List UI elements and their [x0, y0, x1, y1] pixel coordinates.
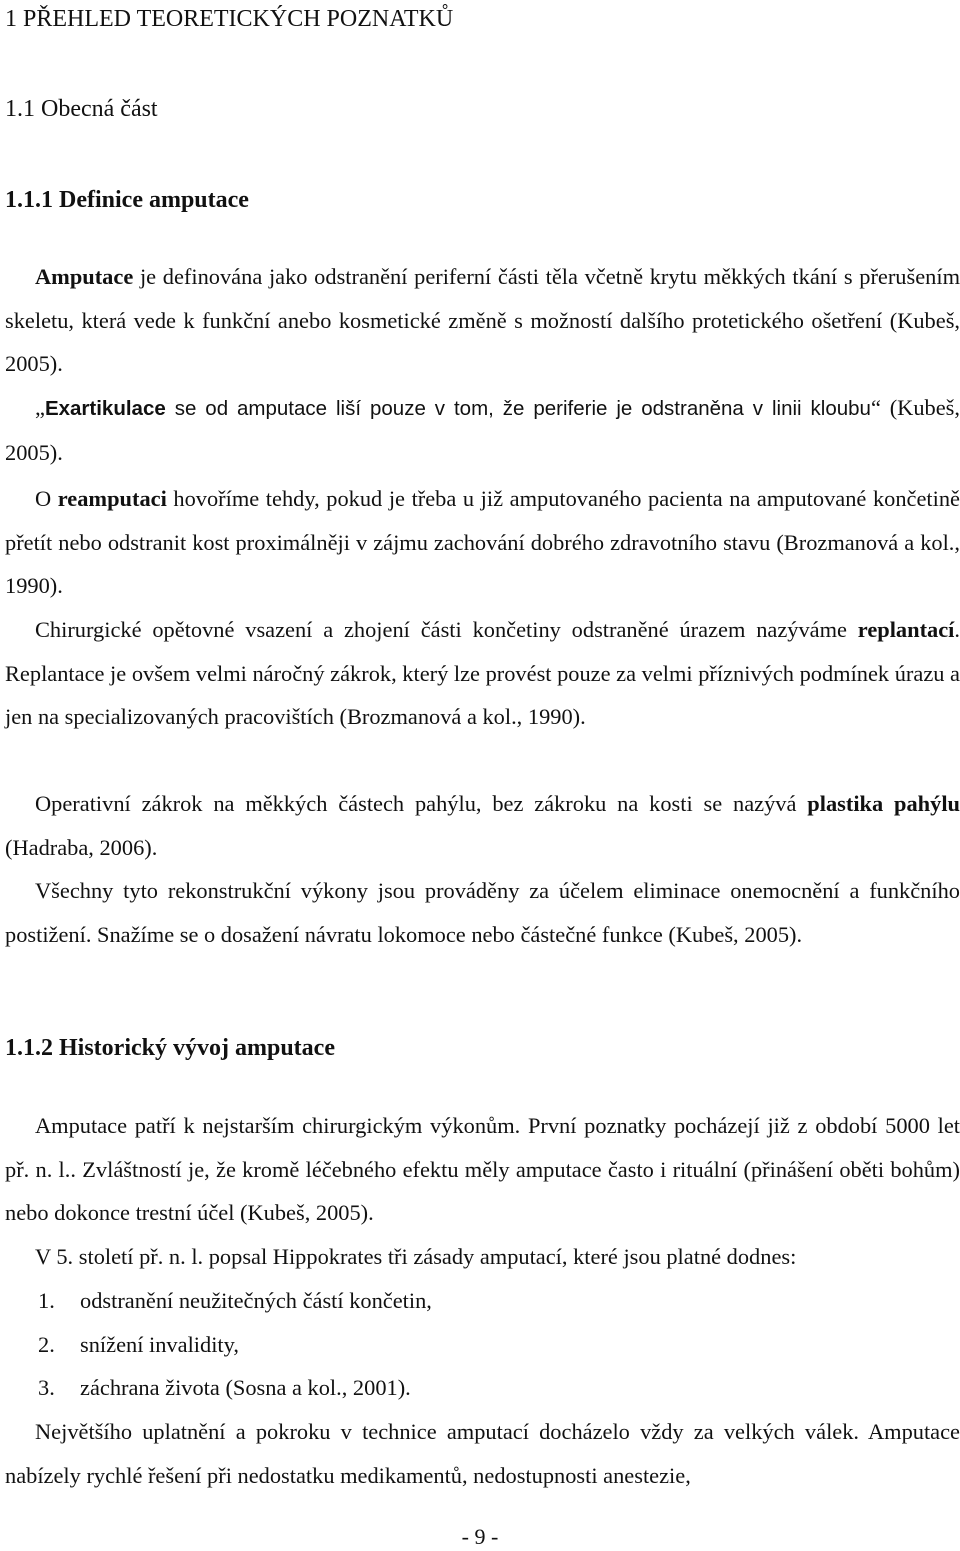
- term-amputace: Amputace: [35, 264, 134, 289]
- term-reamputace: reamputaci: [57, 486, 167, 511]
- list-item-number: 3.: [38, 1375, 55, 1401]
- section-heading: 1.1 Obecná část: [5, 96, 158, 122]
- subsection-heading-definition: 1.1.1 Definice amputace: [5, 187, 249, 213]
- paragraph-replantace-pre: Chirurgické opětovné vsazení a zhojení části končetiny odstraněné úrazem nazýváme: [35, 617, 858, 642]
- paragraph-plastika-text: (Hadraba, 2006).: [5, 834, 158, 860]
- paragraph-war-progress: Největšího uplatnění a pokroku v technice amputací docházelo vždy za velkých válek. Amputace nabízely rychlé řešení při nedostatku medikamentů, nedostupnosti anestezie,: [5, 1419, 960, 1488]
- list-item-text: snížení invalidity,: [80, 1331, 239, 1357]
- paragraph-reamputace-text: hovoříme tehdy, pokud je třeba u již amputovaného pacienta na amputované končetině přetít nebo odstranit kost proximálněji v zájmu zachování dobrého zdravotního stavu (Brozmanová a kol., 1990).: [5, 486, 960, 599]
- list-item-number: 2.: [38, 1331, 55, 1357]
- paragraph-plastika-pre: Operativní zákrok na měkkých částech pahýlu, bez zákroku na kosti se nazývá: [35, 791, 808, 816]
- paragraph-replantace: [5, 608, 960, 739]
- paragraph-exartikulace-text: se od amputace liší pouze v tom, že periferie je odstraněna v linii kloubu: [165, 397, 871, 420]
- paragraph-exartikulace: [5, 386, 960, 474]
- quote-close: “: [870, 395, 881, 420]
- paragraph-reamputace: [5, 477, 960, 608]
- term-replantace: replantací: [857, 617, 955, 642]
- paragraph-hippokrates: V 5. století př. n. l. popsal Hippokrates tři zásady amputací, které jsou platné dodnes:: [35, 1244, 797, 1269]
- chapter-heading: 1 PŘEHLED TEORETICKÝCH POZNATKŮ: [5, 6, 454, 32]
- subsection-heading-history: 1.1.2 Historický vývoj amputace: [5, 1035, 335, 1061]
- paragraph-replantace-text: . Replantace je ovšem velmi náročný zákrok, který lze provést pouze za velmi příznivých podmínek úrazu a jen na specializovaných pracovištích (Brozmanová a kol., 1990).: [5, 617, 960, 730]
- paragraph-amputace: [5, 255, 960, 386]
- quote-open: „: [35, 395, 45, 420]
- term-plastika-pahylu: plastika pahýlu: [807, 791, 960, 816]
- term-exartikulace: Exartikulace: [44, 397, 166, 420]
- page-number: - 9 -: [461, 1524, 499, 1549]
- list-item: [38, 1279, 432, 1323]
- list-item-text: záchrana života (Sosna a kol., 2001).: [80, 1375, 411, 1401]
- paragraph-history-origins: Amputace patří k nejstarším chirurgickým výkonům. První poznatky pocházejí již z období 5000 let př. n. l.. Zvláštností je, že kromě léčebného efektu měly amputace často i rituální (přinášení oběti bohům) nebo dokonce trestní účel (Kubeš, 2005).: [5, 1113, 960, 1226]
- list-item: [38, 1323, 432, 1367]
- paragraph-reamputace-pre: O: [35, 486, 58, 511]
- list-item-text: odstranění neužitečných částí končetin,: [80, 1288, 432, 1313]
- paragraph-plastika: [5, 782, 960, 869]
- list-item-number: 1.: [38, 1288, 55, 1313]
- hippokrates-principles-list: [38, 1279, 432, 1410]
- paragraph-rekonstrukce: Všechny tyto rekonstrukční výkony jsou prováděny za účelem eliminace onemocnění a funkčního postižení. Snažíme se o dosažení návratu lokomoce nebo částečné funkce (Kubeš, 2005).: [5, 878, 960, 947]
- paragraph-amputace-text: je definována jako odstranění periferní části těla včetně krytu měkkých tkání s přerušením skeletu, která vede k funkční anebo kosmetické změně s možností dalšího protetického ošetření (Kubeš, 2005).: [5, 264, 960, 377]
- list-item: [38, 1366, 432, 1410]
- paragraph-exartikulace-citation: (Kubeš, 2005).: [5, 395, 960, 465]
